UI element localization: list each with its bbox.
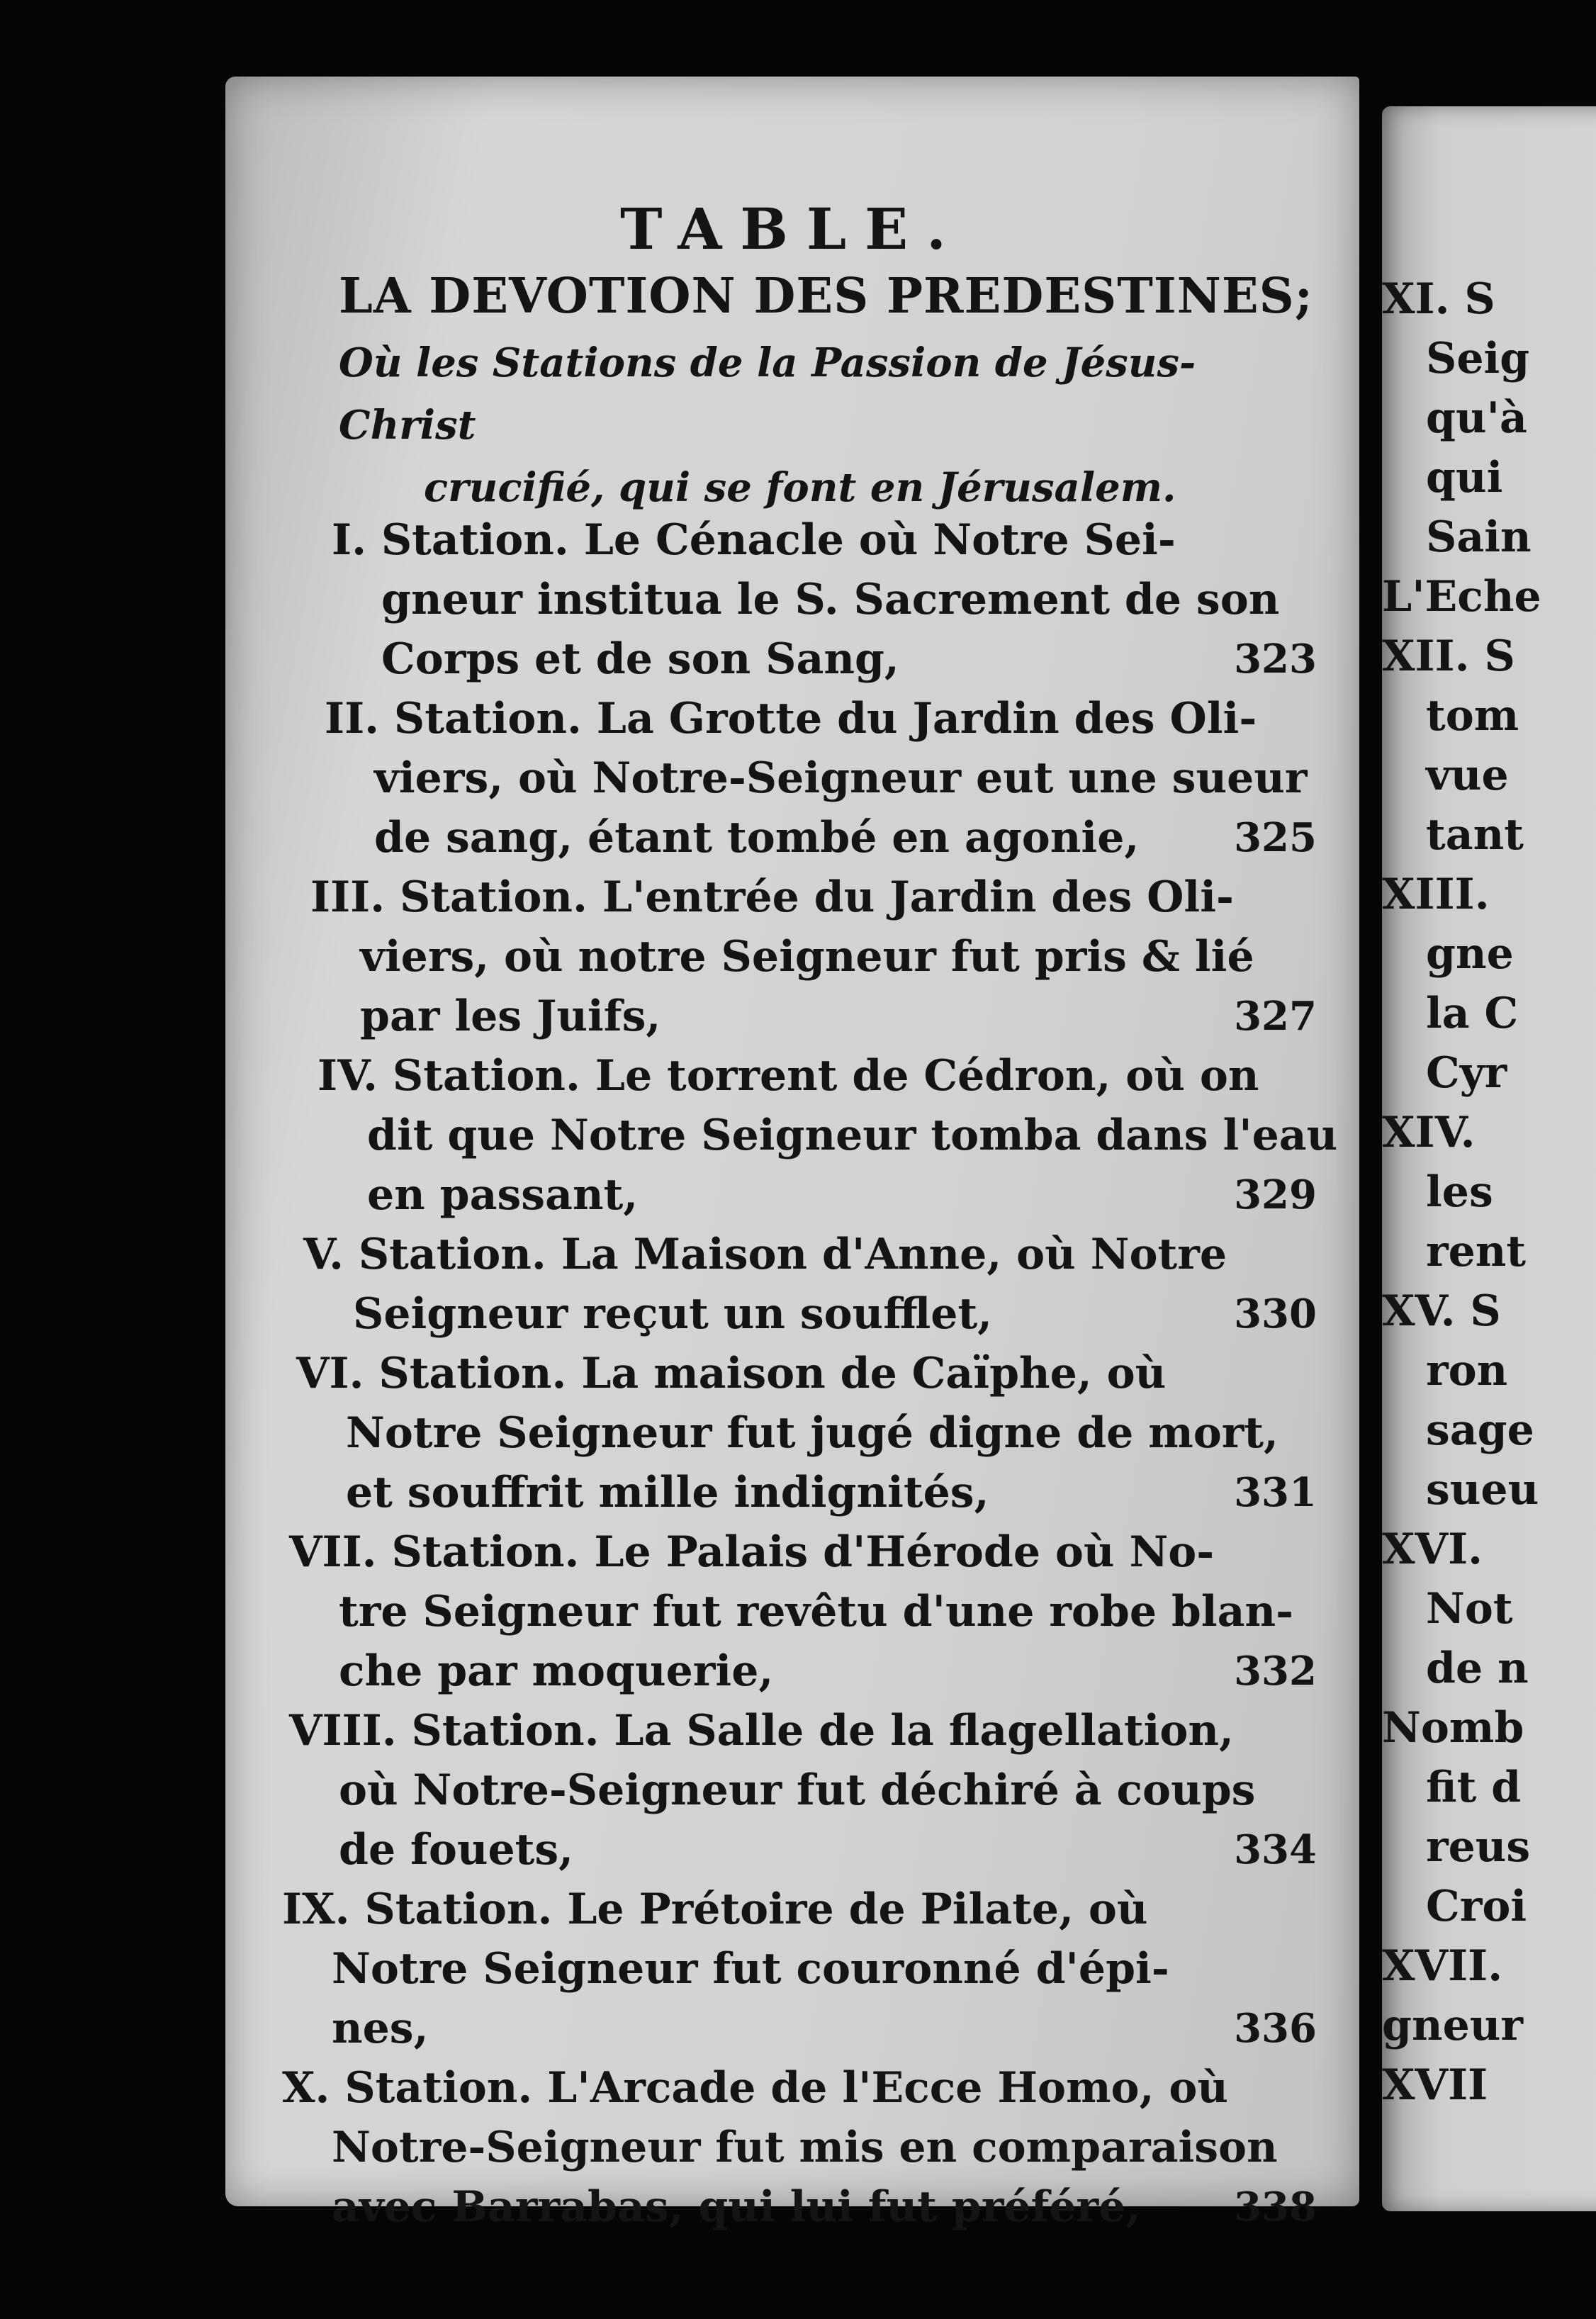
right-page-fragment: tom	[1426, 691, 1519, 741]
station-entry	[325, 689, 1317, 867]
right-page-fragment: sueu	[1426, 1465, 1539, 1515]
right-page-fragment: Nomb	[1382, 1703, 1524, 1753]
station-text-line: VII. Station. Le Palais d'Hérode où No-	[289, 1527, 1215, 1577]
station-entry	[332, 510, 1324, 689]
page-number: 336	[1234, 2005, 1317, 2052]
right-page-fragment: Croi	[1426, 1882, 1527, 1931]
right-page-fragment: ron	[1426, 1346, 1508, 1396]
right-page	[1382, 106, 1596, 2211]
right-page-fragment: fit d	[1426, 1763, 1522, 1812]
station-text-line: III. Station. L'entrée du Jardin des Oli-	[310, 872, 1234, 922]
station-text-line: de sang, étant tombé en agonie,	[374, 813, 1140, 863]
station-entry	[310, 867, 1317, 1046]
right-page-fragment: qu'à	[1426, 393, 1527, 443]
station-entry	[317, 1046, 1338, 1225]
station-text-line: V. Station. La Maison d'Anne, où Notre	[303, 1230, 1227, 1279]
page-number: 329	[1234, 1172, 1317, 1218]
station-entry	[289, 1701, 1317, 1880]
left-page	[225, 77, 1359, 2232]
right-page-fragment: XV. S	[1382, 1286, 1501, 1336]
page-number: 330	[1234, 1291, 1317, 1337]
page-number: 334	[1234, 1826, 1317, 1873]
station-text-line: où Notre-Seigneur fut déchiré à coups	[339, 1765, 1256, 1815]
right-page-fragment: les	[1426, 1167, 1493, 1217]
right-page-fragment: gne	[1426, 929, 1514, 979]
station-text-line: Corps et de son Sang,	[381, 634, 899, 684]
right-page-fragment: Cyr	[1426, 1048, 1507, 1098]
right-page-fragment: L'Eche	[1382, 572, 1541, 622]
station-text-line: X. Station. L'Arcade de l'Ecce Homo, où	[282, 2063, 1228, 2113]
right-page-fragment: XVI.	[1382, 1525, 1483, 1574]
right-page-fragment: XIV.	[1382, 1108, 1476, 1157]
page-number: 323	[1234, 636, 1317, 683]
station-text-line: nes,	[332, 2004, 429, 2053]
station-text-line: VIII. Station. La Salle de la flagellation,	[289, 1706, 1234, 1756]
station-entry	[282, 2058, 1317, 2237]
section-subtitle	[339, 332, 1331, 519]
right-page-fragment: rent	[1426, 1227, 1527, 1276]
station-text-line: viers, où Notre-Seigneur eut une sueur	[374, 753, 1308, 803]
page-number: 327	[1234, 993, 1317, 1040]
station-entry	[289, 1522, 1317, 1701]
right-page-fragment: la C	[1426, 989, 1519, 1038]
right-page-fragment: Not	[1426, 1584, 1513, 1634]
right-page-text	[1382, 269, 1596, 2115]
right-page-fragment: reus	[1426, 1822, 1531, 1872]
station-text-line: Notre Seigneur fut jugé digne de mort,	[346, 1408, 1279, 1458]
station-text-line: Notre-Seigneur fut mis en comparaison	[332, 2123, 1278, 2172]
right-page-fragment: XIII.	[1382, 870, 1490, 919]
station-text-line: viers, où notre Seigneur fut pris & lié	[360, 932, 1254, 982]
station-text-line: par les Juifs,	[360, 992, 661, 1041]
section-heading: LA DEVOTION DES PREDESTINES;	[339, 268, 1313, 325]
station-text-line: I. Station. Le Cénacle où Notre Sei-	[332, 515, 1176, 565]
right-page-fragment: gneur	[1382, 2001, 1523, 2050]
station-text-line: de fouets,	[339, 1825, 574, 1875]
right-page-fragment: vue	[1426, 751, 1509, 800]
station-entry	[282, 1880, 1317, 2058]
right-page-fragment: Seig	[1426, 334, 1530, 383]
station-text-line: Notre Seigneur fut couronné d'épi-	[332, 1944, 1169, 1994]
page-number: 338	[1234, 2184, 1317, 2230]
station-text-line: en passant,	[367, 1170, 639, 1220]
station-text-line: avec Barrabas, qui lui fut préféré,	[332, 2182, 1141, 2232]
page-number: 325	[1234, 814, 1317, 861]
station-text-line: dit que Notre Seigneur tomba dans l'eau	[367, 1111, 1338, 1160]
station-text-line: et souffrit mille indignités,	[346, 1468, 989, 1517]
station-text-line: IX. Station. Le Prétoire de Pilate, où	[282, 1885, 1148, 1934]
station-text-line: che par moquerie,	[339, 1646, 774, 1696]
right-page-fragment: sage	[1426, 1405, 1534, 1455]
station-entry	[296, 1344, 1317, 1522]
station-text-line: Seigneur reçut un soufflet,	[353, 1289, 993, 1339]
right-page-fragment: tant	[1426, 810, 1524, 860]
right-page-fragment: XI. S	[1382, 274, 1495, 324]
page-title: TABLE.	[620, 196, 965, 262]
right-page-fragment: XVII.	[1382, 1941, 1503, 1991]
right-page-fragment: qui	[1426, 453, 1503, 502]
right-page-fragment: Sain	[1426, 512, 1532, 562]
station-text-line: tre Seigneur fut revêtu d'une robe blan-	[339, 1587, 1294, 1636]
station-text-line: II. Station. La Grotte du Jardin des Oli-	[325, 694, 1257, 743]
subtitle-line-1: Où les Stations de la Passion de Jésus-Christ	[339, 339, 1196, 449]
right-page-fragment: XVII	[1382, 2060, 1488, 2110]
right-page-fragment: de n	[1426, 1644, 1529, 1693]
station-text-line: gneur institua le S. Sacrement de son	[381, 575, 1280, 624]
station-text-line: VI. Station. La maison de Caïphe, où	[296, 1349, 1167, 1398]
right-page-fragment: XII. S	[1382, 631, 1515, 681]
page-number: 331	[1234, 1469, 1317, 1516]
station-entry	[303, 1225, 1317, 1344]
page-number: 332	[1234, 1648, 1317, 1695]
station-text-line: IV. Station. Le torrent de Cédron, où on	[317, 1051, 1259, 1101]
subtitle-line-2: crucifié, qui se font en Jérusalem.	[424, 464, 1176, 511]
